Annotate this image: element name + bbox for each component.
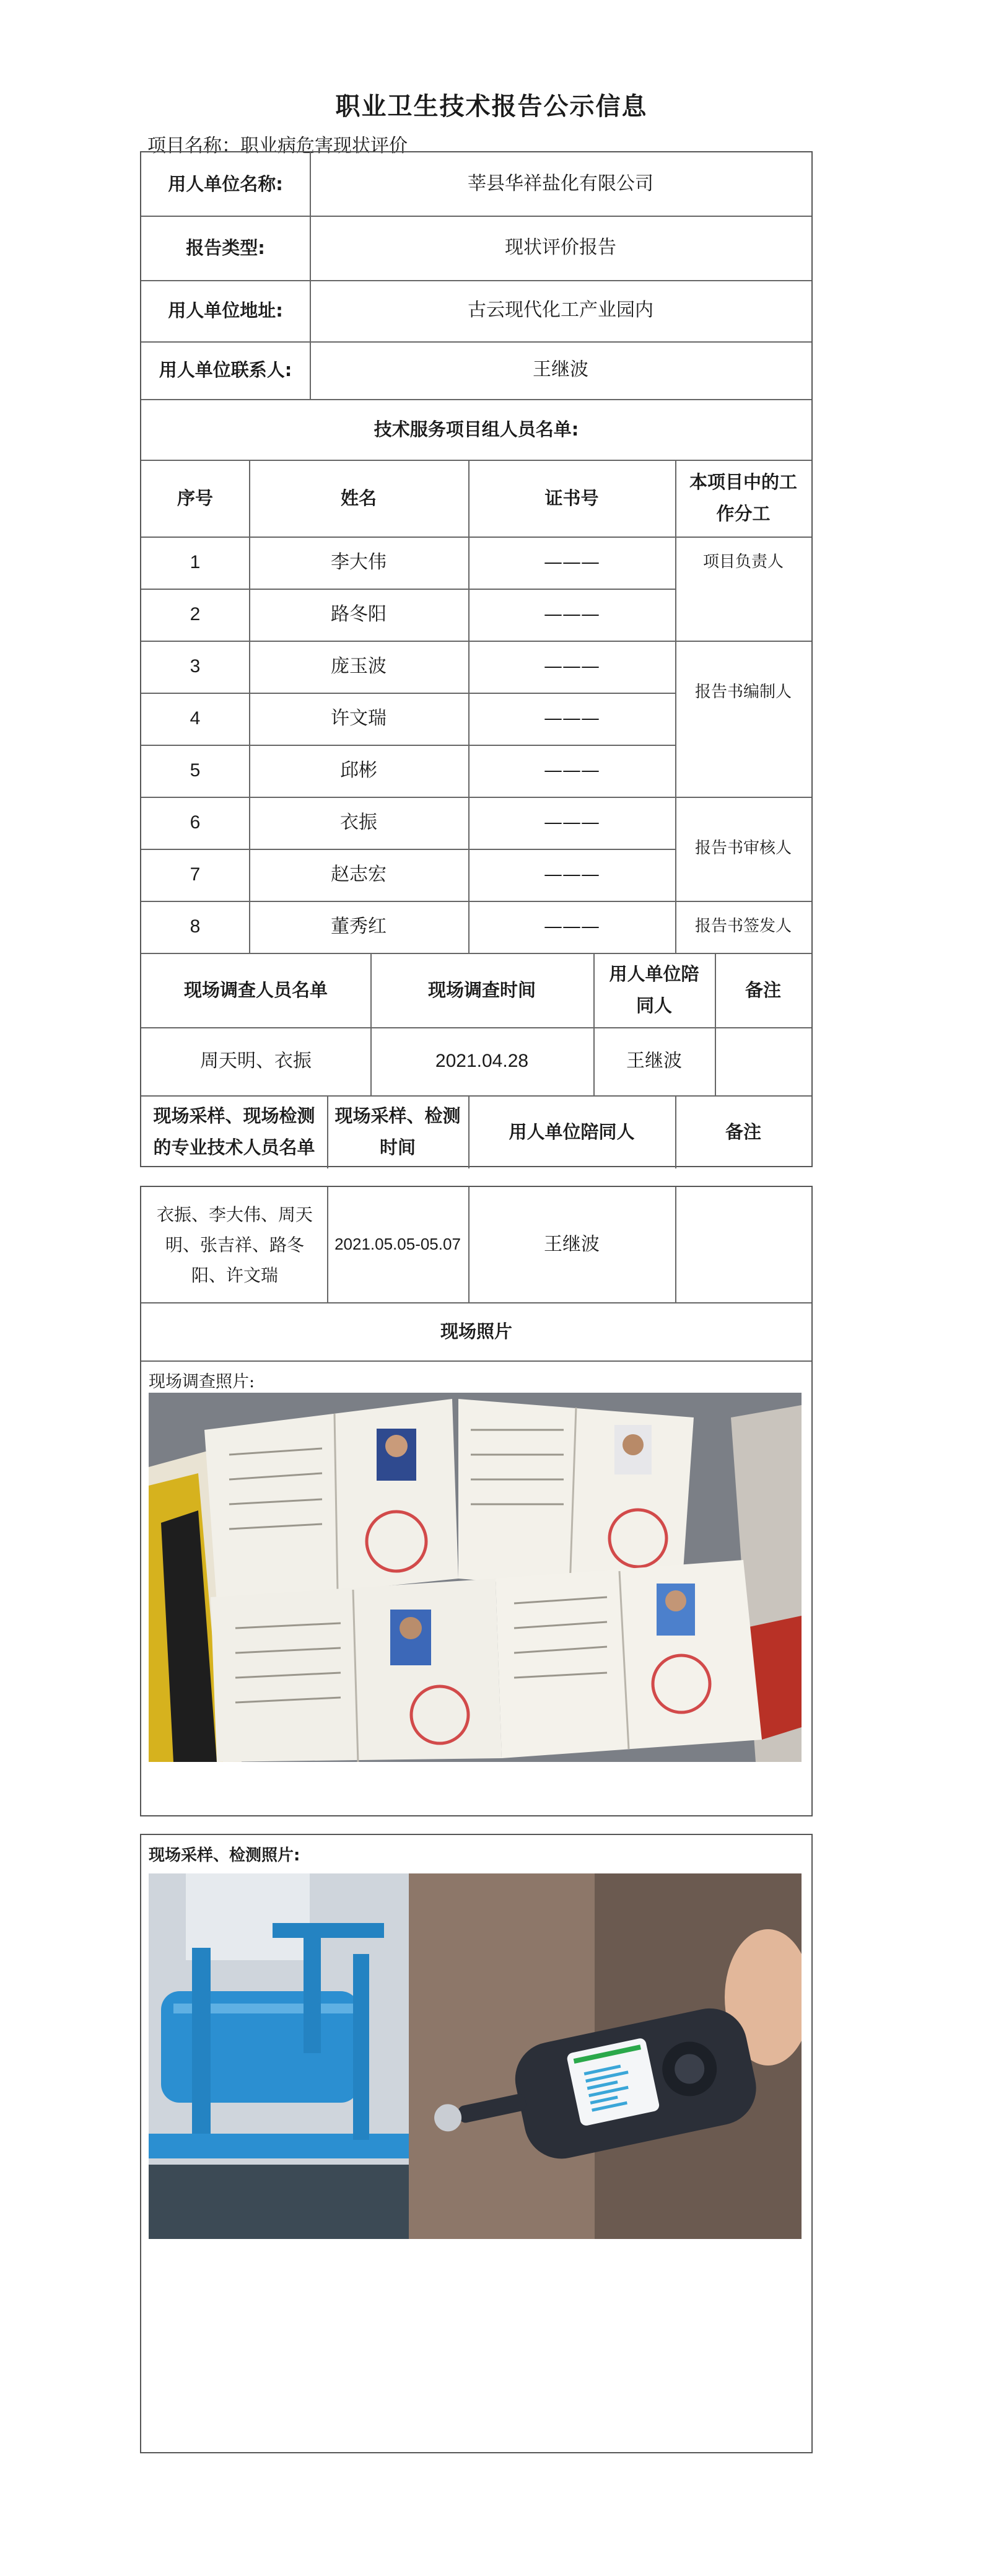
member-name: 李大伟 [331,551,387,573]
col-role: 本项目中的工作分工 [689,471,797,524]
survey-note-header: 备注 [745,979,781,1001]
role-report-writer: 报告书编制人 [694,683,792,702]
member-name: 衣振 [340,811,377,833]
member-cert: ——— [544,915,600,937]
sampling-time-header: 现场采样、检测时间 [334,1105,461,1158]
survey-time: 2021.04.28 [435,1050,529,1071]
member-cert: ——— [544,707,600,729]
sampling-note-header: 备注 [725,1121,761,1142]
member-cert: ——— [544,551,600,573]
survey-staff-header: 现场调查人员名单 [183,979,328,1001]
col-certificate: 证书号 [544,487,599,509]
sampling-escort-header: 用人单位陪同人 [509,1121,635,1142]
survey-escort: 王继波 [626,1049,682,1072]
info-table [140,151,813,1167]
team-heading: 技术服务项目组人员名单: [374,418,579,440]
member-name: 董秀红 [331,915,387,937]
survey-photo-caption: 现场调查照片: [149,1372,255,1391]
member-name: 路冬阳 [331,603,387,625]
sampling-photo-caption: 现场采样、检测照片: [149,1846,300,1865]
contact-label: 用人单位联系人: [159,359,292,381]
company-name-value: 莘县华祥盐化有限公司 [468,172,653,195]
member-name: 许文瑞 [331,707,387,729]
company-address-label: 用人单位地址: [168,300,283,322]
sampling-escort: 王继波 [544,1233,600,1255]
member-name: 邱彬 [340,759,377,781]
member-no: 8 [190,916,201,937]
noise-meter-image [149,1873,802,2239]
role-report-issuer: 报告书签发人 [694,917,792,936]
member-no: 7 [190,864,201,885]
member-cert: ——— [544,655,600,677]
role-project-lead: 项目负责人 [702,553,784,572]
report-type-value: 现状评价报告 [505,236,616,258]
member-name: 庞玉波 [331,655,387,677]
sampling-photo [149,1873,802,2239]
sampling-staff-header: 现场采样、现场检测的专业技术人员名单 [153,1105,315,1158]
company-address-value: 古云现代化工产业园内 [468,299,653,322]
sampling-time: 2021.05.05-05.07 [334,1235,461,1254]
certificates-image [149,1393,802,1762]
member-no: 1 [190,551,201,572]
member-name: 赵志宏 [331,863,387,885]
survey-staff: 周天明、衣振 [200,1049,312,1072]
col-name: 姓名 [340,487,377,509]
survey-note [715,1027,811,1095]
photos-heading: 现场照片 [440,1320,512,1342]
company-name-label: 用人单位名称: [168,173,283,195]
project-name: 项目名称：职业病危害现状评价 [147,135,408,157]
contact-value: 王继波 [533,359,588,381]
sampling-table [140,1186,813,1816]
member-cert: ——— [544,811,600,833]
survey-escort-header: 用人单位陪同人 [609,963,699,1016]
member-no: 2 [190,603,201,624]
member-no: 4 [190,708,201,729]
member-no: 6 [190,812,201,833]
page-title: 职业卫生技术报告公示信息 [335,92,648,121]
sampling-photo-box [140,1834,813,2453]
member-cert: ——— [544,603,600,625]
survey-photo [149,1393,802,1762]
role-report-reviewer: 报告书审核人 [694,839,792,858]
sampling-note [675,1187,811,1302]
sampling-staff: 衣振、李大伟、周天明、张吉祥、路冬阳、许文瑞 [156,1204,313,1286]
member-no: 3 [190,655,201,677]
col-number: 序号 [177,487,213,509]
member-cert: ——— [544,759,600,781]
survey-time-header: 现场调查时间 [427,979,536,1001]
member-cert: ——— [544,863,600,885]
report-type-label: 报告类型: [186,237,265,258]
member-no: 5 [190,760,201,781]
